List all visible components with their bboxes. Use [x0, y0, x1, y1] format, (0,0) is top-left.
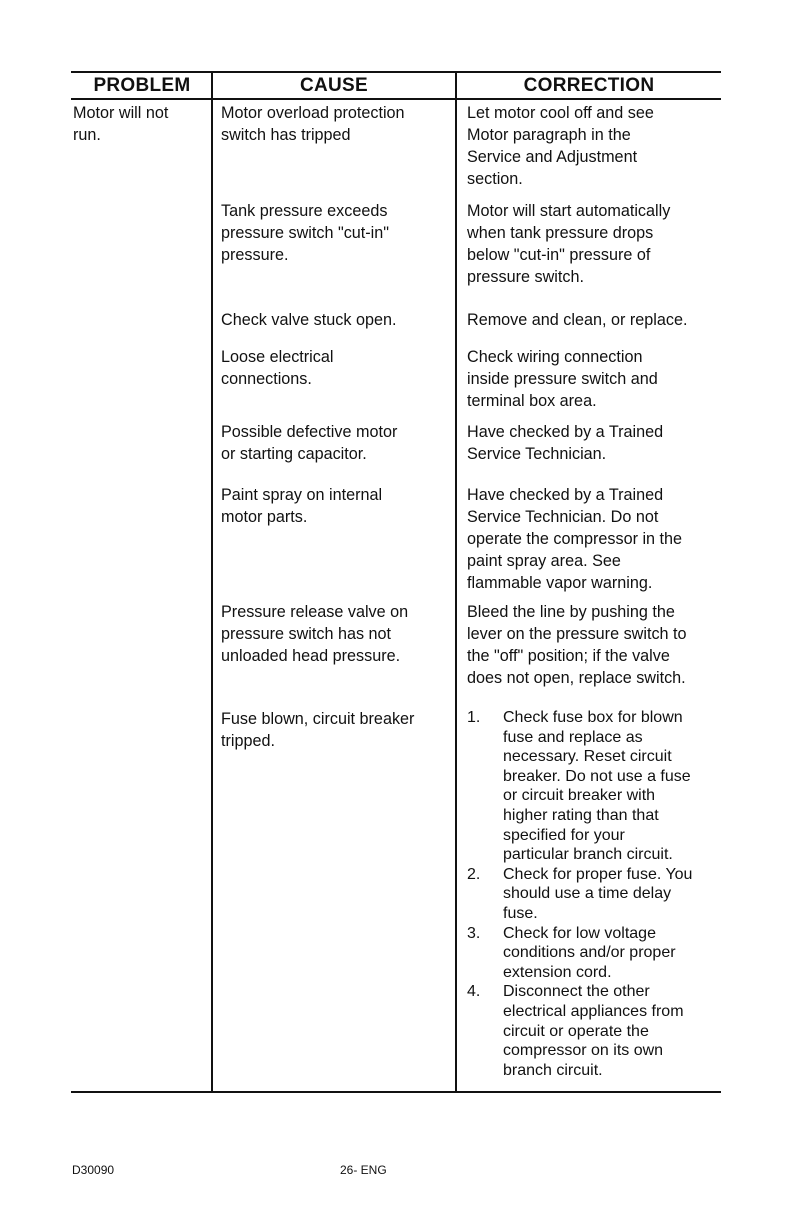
header-correction: CORRECTION: [523, 75, 655, 96]
correction-5: Have checked by a Trained Service Technician.: [467, 423, 664, 463]
header-cause: CAUSE: [299, 75, 368, 96]
step-text: Disconnect the other electrical appliances from circuit or operate the compressor on its own branch circuit.: [503, 983, 684, 1079]
correction-step: [467, 924, 721, 983]
cause-6: Paint spray on internal motor parts.: [221, 486, 383, 526]
cause-7: Pressure release valve on pressure switch has not unloaded head pressure.: [221, 603, 409, 665]
correction-step: [467, 982, 721, 1080]
step-number: 2.: [467, 865, 481, 883]
correction-3: Remove and clean, or replace.: [467, 311, 688, 329]
cause-5: Possible defective motor or starting capacitor.: [221, 423, 398, 463]
correction-6: Have checked by a Trained Service Technician. Do not operate the compressor in the paint spray area. See flammable vapor warning.: [467, 486, 683, 592]
problem-text: Motor will not run.: [73, 104, 169, 144]
table-bottom-rule: [71, 1091, 721, 1093]
correction-8-steps: [467, 708, 721, 1080]
correction-4: Check wiring connection inside pressure switch and terminal box area.: [467, 348, 658, 410]
step-text: Check fuse box for blown fuse and replace as necessary. Reset circuit breaker. Do not use a fuse or circuit breaker with higher rating than that specified for your particular branch circuit.: [503, 709, 691, 864]
cause-4: Loose electrical connections.: [221, 348, 334, 388]
page-number: 26- ENG: [340, 1163, 387, 1177]
cause-2: Tank pressure exceeds pressure switch "cut-in" pressure.: [221, 202, 390, 264]
step-number: 4.: [467, 983, 481, 1001]
cause-3: Check valve stuck open.: [221, 311, 397, 329]
step-number: 3.: [467, 924, 481, 942]
cause-8: Fuse blown, circuit breaker tripped.: [221, 710, 415, 750]
step-text: Check for low voltage conditions and/or proper extension cord.: [503, 924, 676, 981]
step-text: Check for proper fuse. You should use a time delay fuse.: [503, 865, 693, 922]
column-divider-2: [455, 71, 457, 1093]
header-problem: PROBLEM: [93, 75, 191, 96]
cause-1: Motor overload protection switch has tripped: [221, 104, 405, 144]
table-top-rule: [71, 71, 721, 73]
document-code: D30090: [72, 1163, 115, 1177]
column-divider-1: [211, 71, 213, 1093]
table-header-rule: [71, 98, 721, 100]
step-number: 1.: [467, 709, 481, 726]
correction-step: [467, 708, 721, 865]
correction-1: Let motor cool off and see Motor paragraph in the Service and Adjustment section.: [467, 104, 654, 188]
correction-step: [467, 865, 721, 924]
correction-7: Bleed the line by pushing the lever on the pressure switch to the "off" position; if the valve does not open, replace switch.: [467, 603, 687, 687]
correction-2: Motor will start automatically when tank pressure drops below "cut-in" pressure of pressure switch.: [467, 202, 671, 286]
